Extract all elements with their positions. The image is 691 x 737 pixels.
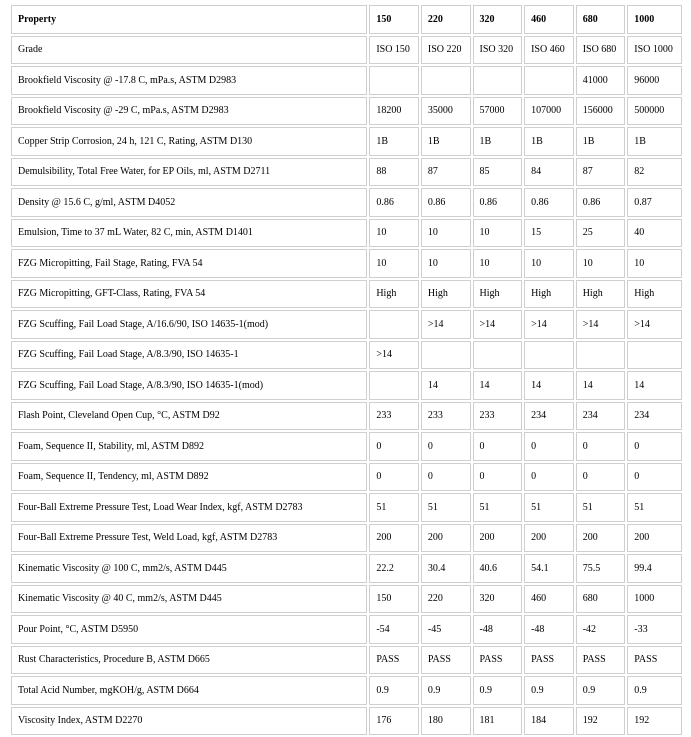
value-cell: >14 [369,341,419,370]
value-cell: 0.86 [473,188,523,217]
property-name-cell: Foam, Sequence II, Tendency, ml, ASTM D892 [11,463,367,492]
value-cell: 0 [473,463,523,492]
value-cell: 1B [369,127,419,156]
property-name-cell: Total Acid Number, mgKOH/g, ASTM D664 [11,676,367,705]
table-row [11,280,682,309]
value-cell: 0.9 [421,676,471,705]
value-cell: 233 [473,402,523,431]
value-cell: 0.9 [524,676,574,705]
value-cell: PASS [369,646,419,675]
table-body [11,36,682,736]
value-cell: PASS [473,646,523,675]
value-cell: 0 [369,463,419,492]
value-cell: -42 [576,615,626,644]
value-cell: 156000 [576,97,626,126]
value-cell: 200 [627,524,682,553]
table-row [11,585,682,614]
value-cell: 0 [421,432,471,461]
value-cell: 88 [369,158,419,187]
table-row [11,402,682,431]
table-row [11,432,682,461]
value-cell: 87 [421,158,471,187]
property-name-cell: Brookfield Viscosity @ -17.8 C, mPa.s, ASTM D2983 [11,66,367,95]
property-name-cell: Rust Characteristics, Procedure B, ASTM D665 [11,646,367,675]
value-cell: 0.87 [627,188,682,217]
value-cell: 14 [576,371,626,400]
table-row [11,707,682,736]
property-name-cell: Density @ 15.6 C, g/ml, ASTM D4052 [11,188,367,217]
value-cell: 220 [421,585,471,614]
value-cell: 0 [421,463,471,492]
value-cell: 87 [576,158,626,187]
value-cell: 1000 [627,585,682,614]
value-cell: PASS [627,646,682,675]
value-cell [421,66,471,95]
value-cell: 40 [627,219,682,248]
value-cell: ISO 680 [576,36,626,65]
value-cell: -48 [524,615,574,644]
value-cell: 192 [627,707,682,736]
value-cell: High [524,280,574,309]
value-cell: 10 [473,249,523,278]
value-cell: High [369,280,419,309]
value-cell: 200 [473,524,523,553]
property-name-cell: FZG Micropitting, GFT-Class, Rating, FVA 54 [11,280,367,309]
value-cell: 500000 [627,97,682,126]
value-cell: 99.4 [627,554,682,583]
property-name-cell: Kinematic Viscosity @ 40 C, mm2/s, ASTM D445 [11,585,367,614]
value-cell: 234 [627,402,682,431]
value-cell: 22.2 [369,554,419,583]
property-name-cell: Demulsibility, Total Free Water, for EP Oils, ml, ASTM D2711 [11,158,367,187]
value-cell: 0 [524,463,574,492]
value-cell: 85 [473,158,523,187]
value-cell: 15 [524,219,574,248]
value-cell [576,341,626,370]
property-name-cell: Pour Point, °C, ASTM D5950 [11,615,367,644]
value-cell: 181 [473,707,523,736]
value-cell: 0.9 [473,676,523,705]
value-cell: 10 [421,249,471,278]
value-cell: 0 [627,432,682,461]
value-cell [627,341,682,370]
value-cell [473,341,523,370]
property-name-cell: Foam, Sequence II, Stability, ml, ASTM D892 [11,432,367,461]
property-name-cell: FZG Micropitting, Fail Stage, Rating, FVA 54 [11,249,367,278]
value-cell: >14 [576,310,626,339]
property-name-cell: FZG Scuffing, Fail Load Stage, A/8.3/90, ISO 14635-1(mod) [11,371,367,400]
value-cell: >14 [524,310,574,339]
value-cell: PASS [576,646,626,675]
value-cell: 1B [576,127,626,156]
table-row [11,615,682,644]
value-cell: 200 [576,524,626,553]
value-cell: 0.9 [576,676,626,705]
value-cell: 0 [576,463,626,492]
value-cell: 234 [524,402,574,431]
table-row [11,310,682,339]
table-row [11,371,682,400]
value-cell: 14 [473,371,523,400]
value-cell: 234 [576,402,626,431]
value-cell: ISO 1000 [627,36,682,65]
header-grade-220: 220 [421,5,471,34]
property-name-cell: Viscosity Index, ASTM D2270 [11,707,367,736]
value-cell: 184 [524,707,574,736]
value-cell: 10 [421,219,471,248]
value-cell: 0 [473,432,523,461]
value-cell: 180 [421,707,471,736]
value-cell: 680 [576,585,626,614]
value-cell: 40.6 [473,554,523,583]
value-cell: 1B [627,127,682,156]
value-cell: 320 [473,585,523,614]
value-cell: 0 [369,432,419,461]
value-cell: 14 [524,371,574,400]
property-name-cell: FZG Scuffing, Fail Load Stage, A/8.3/90, ISO 14635-1 [11,341,367,370]
table-row [11,97,682,126]
value-cell: PASS [421,646,471,675]
value-cell: ISO 220 [421,36,471,65]
table-row [11,463,682,492]
value-cell: 51 [473,493,523,522]
property-name-cell: Flash Point, Cleveland Open Cup, °C, ASTM D92 [11,402,367,431]
value-cell: 54.1 [524,554,574,583]
value-cell: 25 [576,219,626,248]
value-cell [369,66,419,95]
value-cell: >14 [421,310,471,339]
value-cell: 0.86 [524,188,574,217]
value-cell: 10 [524,249,574,278]
value-cell: 1B [473,127,523,156]
value-cell: 10 [369,249,419,278]
value-cell [524,341,574,370]
value-cell: 75.5 [576,554,626,583]
value-cell: 84 [524,158,574,187]
value-cell: 200 [524,524,574,553]
value-cell: 176 [369,707,419,736]
table-row [11,66,682,95]
table-row [11,188,682,217]
value-cell: 200 [369,524,419,553]
table-row [11,127,682,156]
property-name-cell: Kinematic Viscosity @ 100 C, mm2/s, ASTM D445 [11,554,367,583]
header-row [11,5,682,34]
value-cell: High [473,280,523,309]
value-cell: 18200 [369,97,419,126]
table-row [11,249,682,278]
header-grade-1000: 1000 [627,5,682,34]
value-cell: -33 [627,615,682,644]
table-row [11,676,682,705]
header-property: Property [11,5,367,34]
value-cell: 57000 [473,97,523,126]
value-cell: 1B [421,127,471,156]
value-cell: 0.86 [421,188,471,217]
property-name-cell: Copper Strip Corrosion, 24 h, 121 C, Rating, ASTM D130 [11,127,367,156]
table-row [11,493,682,522]
header-grade-150: 150 [369,5,419,34]
property-name-cell: Four-Ball Extreme Pressure Test, Weld Load, kgf, ASTM D2783 [11,524,367,553]
property-name-cell: Grade [11,36,367,65]
value-cell: 460 [524,585,574,614]
value-cell: 192 [576,707,626,736]
value-cell: 41000 [576,66,626,95]
value-cell: 10 [369,219,419,248]
property-name-cell: Brookfield Viscosity @ -29 C, mPa.s, ASTM D2983 [11,97,367,126]
property-name-cell: FZG Scuffing, Fail Load Stage, A/16.6/90, ISO 14635-1(mod) [11,310,367,339]
table-row [11,219,682,248]
header-grade-680: 680 [576,5,626,34]
table-row [11,524,682,553]
value-cell: High [627,280,682,309]
value-cell: 14 [627,371,682,400]
table-row [11,341,682,370]
value-cell: 0 [576,432,626,461]
value-cell: 0 [524,432,574,461]
value-cell: ISO 460 [524,36,574,65]
value-cell: 14 [421,371,471,400]
value-cell: >14 [627,310,682,339]
value-cell: 233 [421,402,471,431]
value-cell: 0 [627,463,682,492]
value-cell: >14 [473,310,523,339]
value-cell: 10 [576,249,626,278]
value-cell: ISO 320 [473,36,523,65]
value-cell: 82 [627,158,682,187]
value-cell: 233 [369,402,419,431]
value-cell [524,66,574,95]
value-cell: 96000 [627,66,682,95]
table-row [11,36,682,65]
value-cell: -45 [421,615,471,644]
value-cell: PASS [524,646,574,675]
value-cell: 10 [473,219,523,248]
value-cell [421,341,471,370]
header-grade-460: 460 [524,5,574,34]
value-cell: 51 [524,493,574,522]
table-header [11,5,682,34]
value-cell: 107000 [524,97,574,126]
table-row [11,554,682,583]
value-cell: 30.4 [421,554,471,583]
value-cell: High [576,280,626,309]
value-cell [369,371,419,400]
value-cell: 51 [576,493,626,522]
value-cell: ISO 150 [369,36,419,65]
value-cell [473,66,523,95]
value-cell: 0.9 [369,676,419,705]
property-name-cell: Four-Ball Extreme Pressure Test, Load Wear Index, kgf, ASTM D2783 [11,493,367,522]
value-cell: 35000 [421,97,471,126]
value-cell: 51 [421,493,471,522]
value-cell: High [421,280,471,309]
table-row [11,158,682,187]
value-cell: -48 [473,615,523,644]
header-grade-320: 320 [473,5,523,34]
value-cell: 51 [627,493,682,522]
table-row [11,646,682,675]
value-cell: 0.86 [576,188,626,217]
value-cell: -54 [369,615,419,644]
value-cell: 10 [627,249,682,278]
property-name-cell: Emulsion, Time to 37 mL Water, 82 C, min, ASTM D1401 [11,219,367,248]
value-cell: 150 [369,585,419,614]
value-cell: 0.9 [627,676,682,705]
value-cell: 1B [524,127,574,156]
value-cell: 200 [421,524,471,553]
value-cell: 0.86 [369,188,419,217]
typical-properties-table [9,3,684,737]
value-cell [369,310,419,339]
value-cell: 51 [369,493,419,522]
